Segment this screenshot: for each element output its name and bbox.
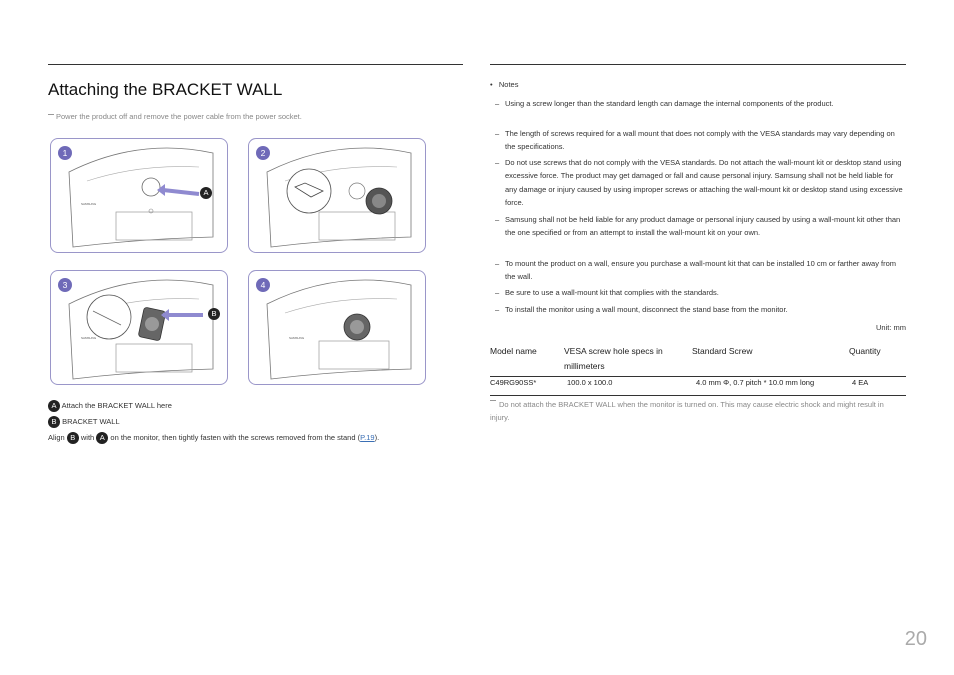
unit-label: Unit: mm (876, 323, 906, 332)
step-number: 3 (58, 278, 72, 292)
table-header: Quantity (849, 346, 881, 356)
callout-b: B (208, 308, 220, 320)
step-number: 4 (256, 278, 270, 292)
note-item: – To install the monitor using a wall mount, disconnect the stand base from the monitor. (495, 305, 788, 314)
step-number: 1 (58, 146, 72, 160)
step-number: 2 (256, 146, 270, 160)
note-item: – The length of screws required for a wall mount that does not comply with the VESA standards may vary depending on the specifications. (495, 129, 895, 152)
legend-a (48, 400, 172, 412)
footnote-text: Do not attach the BRACKET WALL when the monitor is turned on. This may cause electric shock and might result in injury. (490, 400, 884, 422)
table-divider (490, 376, 906, 377)
step-1-panel (50, 138, 228, 253)
callout-a: A (200, 187, 212, 199)
legend-b (48, 416, 120, 428)
step-3-panel (50, 270, 228, 385)
monitor-brand: SAMSUNG (289, 336, 305, 340)
page-title: Attaching the BRACKET WALL (48, 80, 283, 99)
monitor-back-illustration (51, 271, 227, 384)
step-2-panel (248, 138, 426, 253)
legend-a-text: Attach the BRACKET WALL here (61, 400, 172, 410)
table-header: Standard Screw (692, 346, 753, 356)
badge-a: A (48, 400, 60, 412)
table-cell: 100.0 x 100.0 (567, 378, 613, 387)
note-item: – To mount the product on a wall, ensure you purchase a wall-mount kit that can be installed 10 cm or farther away from the wall. (495, 259, 897, 282)
step-4-panel (248, 270, 426, 385)
align-with: with (80, 432, 95, 442)
table-divider (490, 395, 906, 396)
notes-title: Notes (498, 80, 519, 89)
note-dash (490, 400, 496, 401)
legend-b-text: BRACKET WALL (62, 416, 120, 426)
intro-text: Power the product off and remove the power cable from the power socket. (56, 112, 302, 121)
page-number: 20 (904, 628, 927, 650)
note-item: – Using a screw longer than the standard length can damage the internal components of the product. (495, 99, 834, 108)
align-mid: on the monitor, then tightly fasten with the screws removed from the stand ( (110, 432, 361, 442)
table-header: VESA screw hole specs in millimeters (564, 346, 663, 371)
badge-b: B (48, 416, 60, 428)
note-item: – Samsung shall not be held liable for any product damage or personal injury caused by using a wall-mount kit other than the one specified or from an attempt to install the wall-mount kit on your own. (495, 215, 901, 238)
note-item: – Do not use screws that do not comply with the VESA standards. Do not attach the wall-mount kit or desktop stand using excessive force. The product may get damaged or fall and cause personal injury. Samsung shall not be held liable for any damage or injury caused by using improper screws or attaching the wall-mount kit or desktop stand using excessive force. (495, 158, 903, 208)
monitor-brand: SAMSUNG (81, 202, 97, 206)
monitor-back-illustration (249, 271, 425, 384)
align-suffix: ). (374, 432, 380, 442)
caution-footnote (490, 398, 900, 424)
left-top-rule (48, 64, 463, 65)
align-instruction (48, 432, 379, 444)
badge-a: A (96, 432, 108, 444)
table-header: Model name (490, 346, 537, 356)
monitor-brand: SAMSUNG (81, 336, 97, 340)
badge-b: B (67, 432, 79, 444)
note-dash (48, 114, 54, 115)
table-cell: 4 EA (852, 378, 869, 387)
note-item: – Be sure to use a wall-mount kit that complies with the standards. (495, 288, 719, 297)
page-link[interactable]: P.19 (360, 432, 375, 442)
right-top-rule (490, 64, 906, 65)
notes-heading: • Notes (490, 80, 519, 89)
table-cell: 4.0 mm Φ, 0.7 pitch * 10.0 mm long (696, 378, 815, 387)
align-prefix: Align (48, 432, 65, 442)
monitor-back-illustration (249, 139, 425, 252)
intro-note (48, 112, 302, 121)
table-cell: C49RG90SS* (490, 378, 537, 387)
